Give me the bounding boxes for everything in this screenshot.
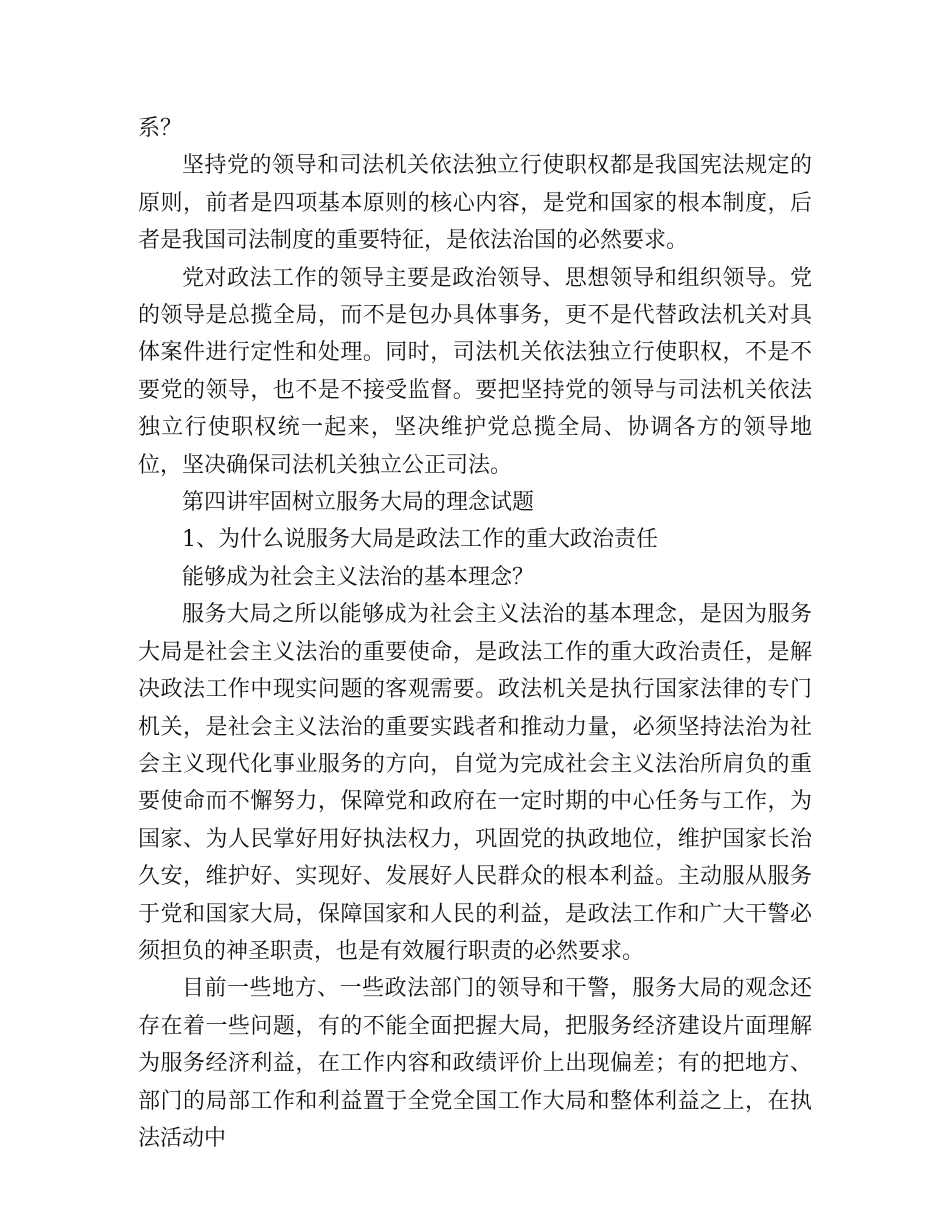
paragraph-serve-overall-situation: 服务大局之所以能够成为社会主义法治的基本理念，是因为服务大局是社会主义法治的重要使命，是政法工作的重大政治责任，是解决政法工作中现实问题的客观需要。政法机关是执行国家法律的专门机关，是社会主义法治的重要实践者和推动力量，必须坚持法治为社会主义现代化事业服务的方向，自觉为完成社会主义法治所肩负的重要使命而不懈努力，保障党和政府在一定时期的中心任务与工作，为国家、为人民掌好用好执法权力，巩固党的执政地位，维护国家长治久安，维护好、实现好、发展好人民群众的根本利益。主动服从服务于党和国家大局，保障国家和人民的利益，是政法工作和广大干警必须担负的神圣职责，也是有效履行职责的必然要求。 [138,602,812,964]
question-heading: 1、为什么说服务大局是政法工作的重大政治责任 [182,527,658,553]
paragraph-party-leadership-principle: 坚持党的领导和司法机关依法独立行使职权都是我国宪法规定的原则，前者是四项基本原则的核心内容，是党和国家的根本制度，后者是我国司法制度的重要特征，是依法治国的必然要求。 [138,153,812,254]
paragraph-continuation: 系？ [138,116,183,141]
document-body [138,110,812,1157]
paragraph-current-problems: 目前一些地方、一些政法部门的领导和干警，服务大局的观念还存在着一些问题，有的不能全面把握大局，把服务经济建设片面理解为服务经济利益，在工作内容和政绩评价上出现偏差；有的把地方、部门的局部工作和利益置于全党全国工作大局和整体利益之上，在执法活动中 [138,976,812,1151]
paragraph-party-leadership-scope: 党对政法工作的领导主要是政治领导、思想领导和组织领导。党的领导是总揽全局，而不是包办具体事务，更不是代替政法机关对具体案件进行定性和处理。同时，司法机关依法独立行使职权，不是不要党的领导，也不是不接受监督。要把坚持党的领导与司法机关依法独立行使职权统一起来，坚决维护党总揽全局、协调各方的领导地位，坚决确保司法机关独立公正司法。 [138,265,812,478]
question-heading-continued: 能够成为社会主义法治的基本理念？ [182,564,535,590]
section-heading: 第四讲牢固树立服务大局的理念试题 [182,490,535,516]
